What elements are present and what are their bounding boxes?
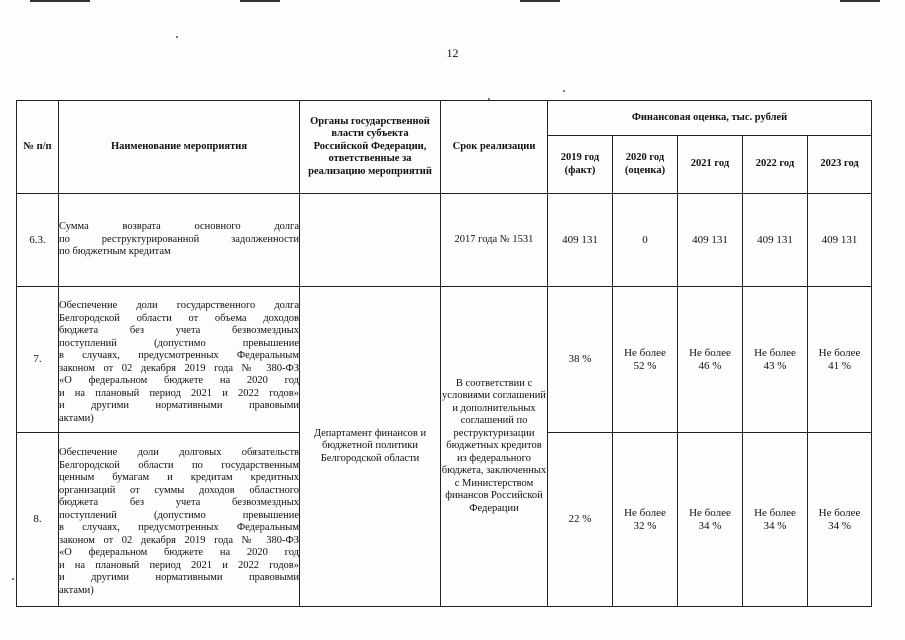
name-line: актами) xyxy=(59,584,94,596)
name-line: Белгородской области от объема доходов xyxy=(59,312,299,324)
row-srok: 2017 года № 1531 xyxy=(441,194,548,287)
merged-org: Департамент финансов и бюджетной политики Белгородской области xyxy=(300,287,441,607)
value-2023: Не более 34 % xyxy=(808,433,872,607)
merged-srok: В соответствии с условиями соглашений и дополнительных соглашений по реструктуризации бюджетных кредитов из федерального бюджета, заключенных с Министерством финансов Российской Федерации xyxy=(441,287,548,607)
value-2022: Не более 43 % xyxy=(743,287,808,433)
row-name xyxy=(59,433,300,607)
header-fin: Финансовая оценка, тыс. рублей xyxy=(548,101,872,136)
financial-table xyxy=(16,100,872,607)
value-2022: Не более 34 % xyxy=(743,433,808,607)
row-name xyxy=(59,194,300,287)
header-year-2023: 2023 год xyxy=(808,136,872,194)
name-line: «О федеральном бюджете на 2020 год xyxy=(59,375,299,386)
value-2023: Не более 41 % xyxy=(808,287,872,433)
name-line: и другими нормативными правовыми xyxy=(59,400,299,411)
scan-edge-line xyxy=(240,0,280,2)
value-2020: Не более 32 % xyxy=(613,433,678,607)
name-line: бюджета без учета безвозмездных xyxy=(59,497,299,508)
name-line: и на плановый период 2021 и 2022 годов» xyxy=(59,559,299,571)
scan-edge-line xyxy=(840,0,880,2)
value-2021: 409 131 xyxy=(678,194,743,287)
name-line: «О федеральном бюджете на 2020 год xyxy=(59,547,299,558)
scan-speck xyxy=(176,36,178,38)
row-number: 8. xyxy=(17,433,59,607)
name-line: Белгородской области по государственным xyxy=(59,459,299,471)
scan-speck xyxy=(563,90,565,92)
row-org xyxy=(300,194,441,287)
name-line: законом от 02 декабря 2019 года № 380-ФЗ xyxy=(59,362,299,374)
name-line: ценным бумагам и кредитам кредитных xyxy=(59,472,299,483)
name-line: по бюджетным кредитам xyxy=(59,246,171,258)
header-org: Органы государственной власти субъекта Российской Федерации, ответственные за реализацию мероприятий xyxy=(300,101,441,194)
header-name: Наименование мероприятия xyxy=(59,101,300,194)
value-2021: Не более 34 % xyxy=(678,433,743,607)
scan-edge-line xyxy=(520,0,560,2)
name-line: законом от 02 декабря 2019 года № 380-ФЗ xyxy=(59,534,299,546)
table-row xyxy=(17,287,872,433)
name-line: Сумма возврата основного долга xyxy=(59,221,299,233)
name-line: и другими нормативными правовыми xyxy=(59,572,299,583)
row-name xyxy=(59,287,300,433)
scan-speck xyxy=(12,578,14,580)
value-2020: 0 xyxy=(613,194,678,287)
name-line: организаций от суммы доходов областного xyxy=(59,484,299,496)
name-line: по реструктурированной задолженности xyxy=(59,233,299,245)
row-number: 6.3. xyxy=(17,194,59,287)
value-2020: Не более 52 % xyxy=(613,287,678,433)
header-no: № п/п xyxy=(17,101,59,194)
value-2023: 409 131 xyxy=(808,194,872,287)
header-year-2022: 2022 год xyxy=(743,136,808,194)
name-line: в случаях, предусмотренных Федеральным xyxy=(59,350,299,361)
name-line: Обеспечение доли долговых обязательств xyxy=(59,447,299,458)
name-line: бюджета без учета безвозмездных xyxy=(59,325,299,336)
name-line: актами) xyxy=(59,412,94,424)
value-2019: 22 % xyxy=(548,433,613,607)
name-line: поступлений (допустимо превышение xyxy=(59,509,299,521)
header-year-2021: 2021 год xyxy=(678,136,743,194)
value-2019: 409 131 xyxy=(548,194,613,287)
header-year-2019: 2019 год (факт) xyxy=(548,136,613,194)
name-line: поступлений (допустимо превышение xyxy=(59,337,299,349)
table-row xyxy=(17,194,872,287)
header-srok: Срок реализации xyxy=(441,101,548,194)
name-line: и на плановый период 2021 и 2022 годов» xyxy=(59,387,299,399)
value-2019: 38 % xyxy=(548,287,613,433)
page-number: 12 xyxy=(446,46,459,60)
header-year-2020: 2020 год (оценка) xyxy=(613,136,678,194)
value-2021: Не более 46 % xyxy=(678,287,743,433)
scan-edge-line xyxy=(30,0,90,2)
value-2022: 409 131 xyxy=(743,194,808,287)
row-number: 7. xyxy=(17,287,59,433)
name-line: в случаях, предусмотренных Федеральным xyxy=(59,522,299,533)
name-line: Обеспечение доли государственного долга xyxy=(59,300,299,311)
